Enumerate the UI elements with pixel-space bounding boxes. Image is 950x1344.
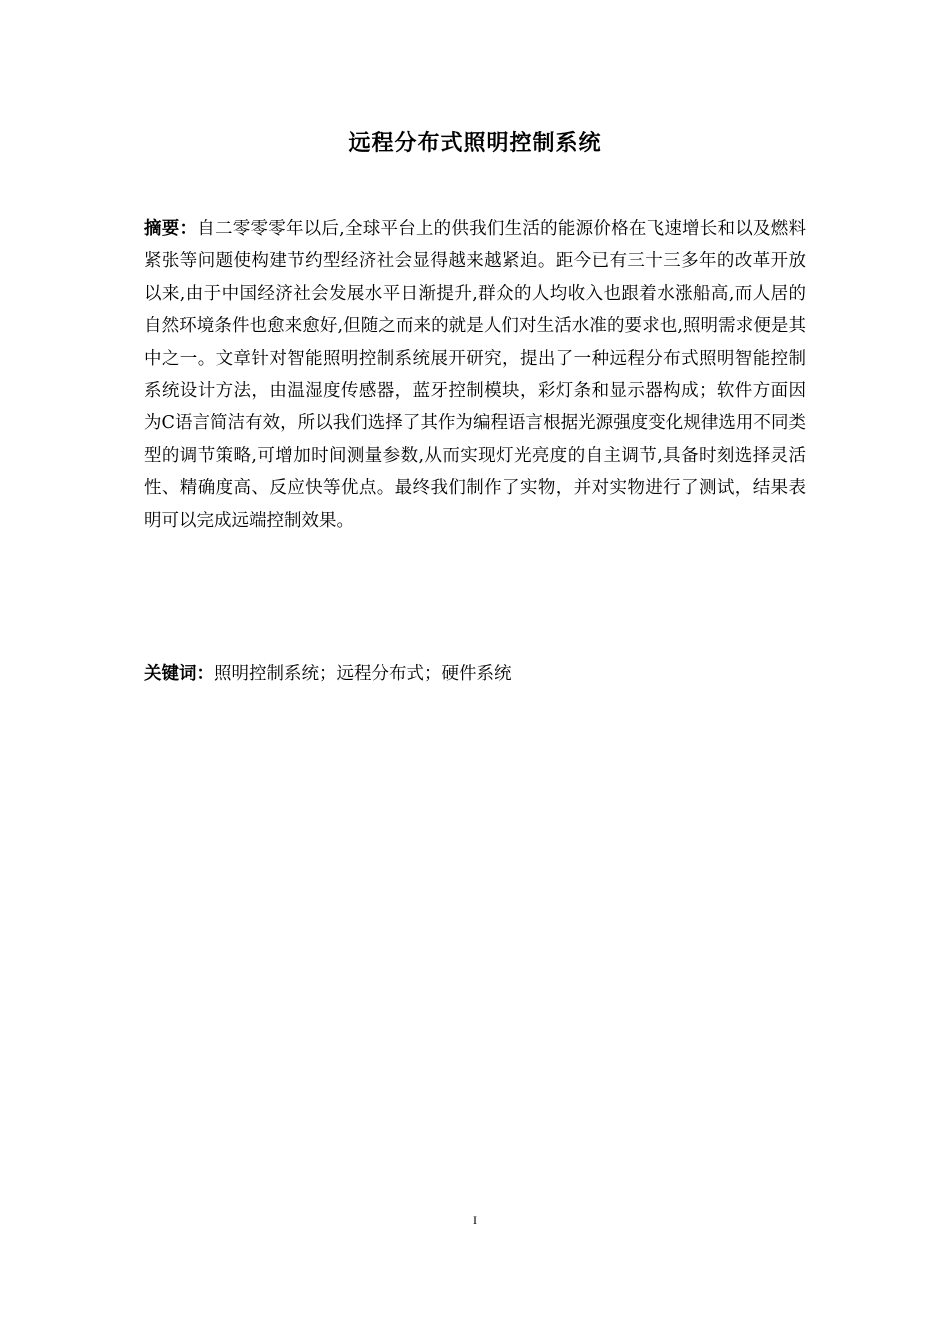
- keywords-line: [144, 658, 806, 690]
- keywords-label: 关键词：: [144, 664, 214, 684]
- abstract-text: 自二零零零年以后,全球平台上的供我们生活的能源价格在飞速增长和以及燃料紧张等问题使构建节约型经济社会显得越来越紧迫。距今已有三十三多年的改革开放以来,由于中国经济社会发展水平日渐提升,群众的人均收入也跟着水涨船高,而人居的自然环境条件也愈来愈好,但随之而来的就是人们对生活水准的要求也,照明需求便是其中之一。文章针对智能照明控制系统展开研究，提出了一种远程分布式照明智能控制系统设计方法，由温湿度传感器，蓝牙控制模块，彩灯条和显示器构成；软件方面因为C语言简洁有效，所以我们选择了其作为编程语言根据光源强度变化规律选用不同类型的调节策略,可增加时间测量参数,从而实现灯光亮度的自主调节,具备时刻选择灵活性、精确度高、反应快等优点。最终我们制作了实物，并对实物进行了测试，结果表明可以完成远端控制效果。: [144, 219, 807, 531]
- keywords-text: 照明控制系统；远程分布式；硬件系统: [214, 664, 512, 684]
- document-title: 远程分布式照明控制系统: [348, 131, 602, 156]
- page-number: I: [473, 1213, 477, 1227]
- abstract-paragraph: [144, 213, 806, 537]
- abstract-label: 摘要：: [144, 219, 198, 239]
